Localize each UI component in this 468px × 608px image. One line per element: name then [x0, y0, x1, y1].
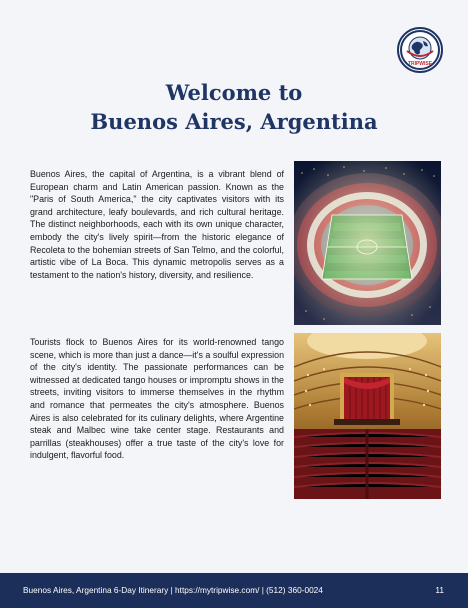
- page-title: [0, 78, 468, 136]
- tango-paragraph: Tourists flock to Buenos Aires for its world-renowned tango scene, which is more than just a dance—it's a soulful expression of the city's identity. The passionate performances can be witnessed at dedicated tango houses or impromptu shows in the streets, inviting visitors to immerse themselves in the rhythm and romance that permeates the city's atmosphere. Buenos Aires is also celebrated for its culinary delights, where Argentine steak and Malbec wine take center stage. Restaurants and parrillas (steakhouses) offer a true taste of the city's love for indulgent, flavorful food.: [30, 337, 284, 461]
- globe-logo-icon: [399, 29, 441, 71]
- title-line-2: Buenos Aires, Argentina: [90, 109, 378, 134]
- stadium-photo: [294, 161, 441, 325]
- page-footer: [0, 573, 468, 608]
- tripwise-logo: [397, 27, 443, 73]
- footer-text: Buenos Aires, Argentina 6-Day Itinerary | https://mytripwise.com/ | (512) 360-0024: [23, 585, 323, 595]
- title-line-1: Welcome to: [165, 80, 303, 105]
- logo-wordmark: TRIPWISE: [407, 61, 433, 67]
- page-number: 11: [435, 585, 444, 595]
- intro-paragraph: Buenos Aires, the capital of Argentina, is a vibrant blend of European charm and Latin American passion. Known as the "Paris of South America," the city captivates visitors with its grand architecture, leafy boulevards, and rich cultural heritage. The distinct neighborhoods, each with its own unique character, embody the city's lively spirit—from the historic elegance of Recoleta to the bohemian streets of San Telmo, and the colorful, artistic vibe of La Boca. This dynamic metropolis serves as a testament to the nation's history, diversity, and resilience.: [30, 169, 284, 280]
- opera-house-photo: [294, 333, 441, 499]
